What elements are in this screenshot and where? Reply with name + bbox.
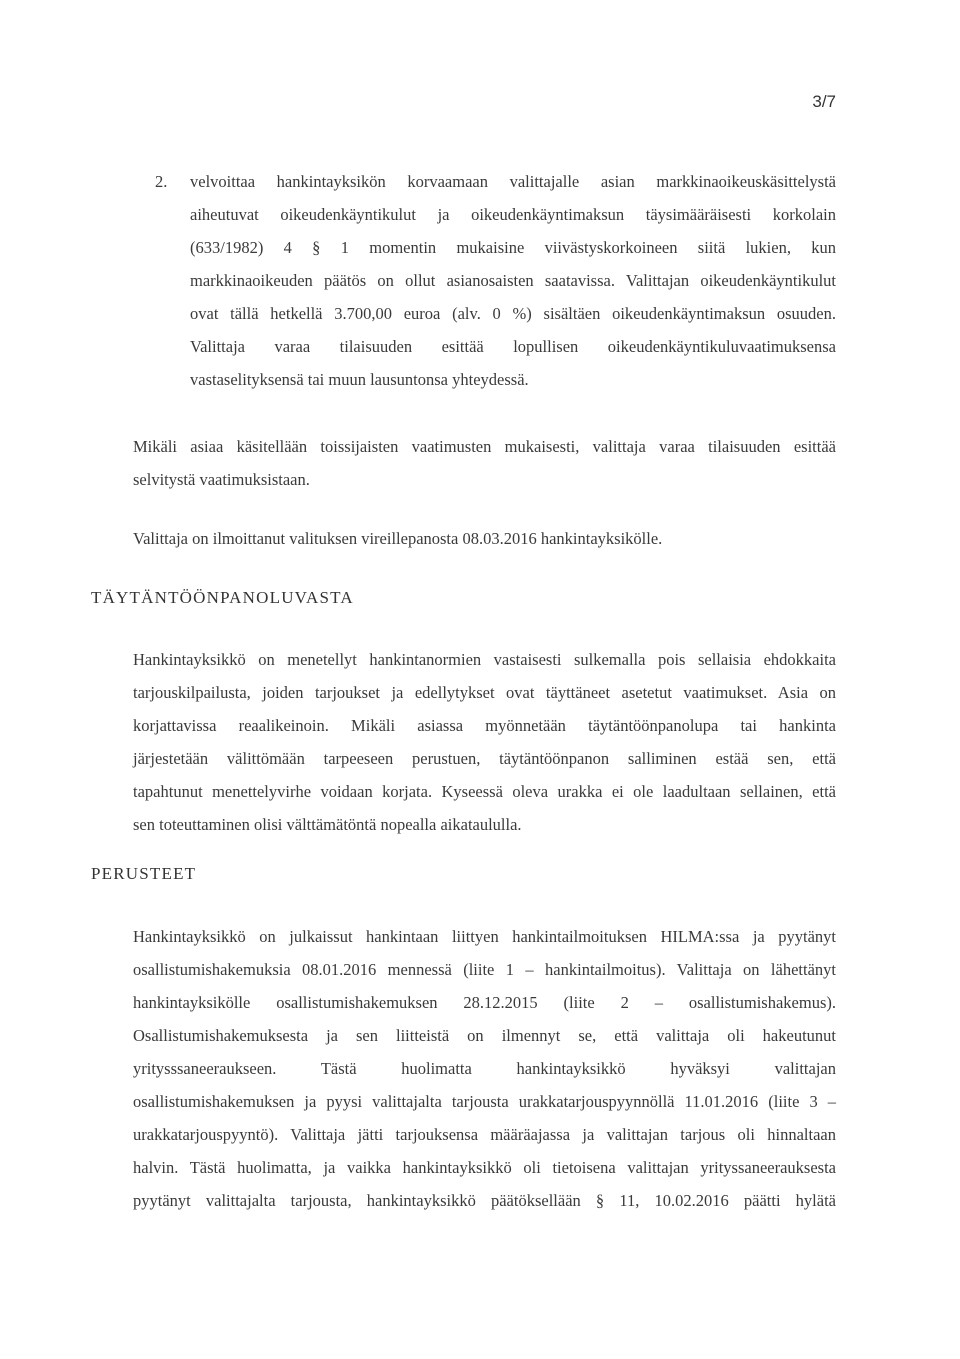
text-line: markkinaoikeuden päätös on ollut asianosaisten saatavissa. Valittajan oikeudenkäyntikulut (190, 271, 836, 290)
text-line: velvoittaa hankintayksikön korvaamaan valittajalle asian markkinaoikeuskäsittelystä (190, 172, 836, 191)
paragraph-secondary-claims (133, 430, 836, 496)
text-line: tarjouskilpailusta, joiden tarjoukset ja edellytykset ovat täyttäneet asetetut vaatimukset. Asia on (133, 683, 836, 702)
text-line: tapahtunut menettelyvirhe voidaan korjata. Kyseessä oleva urakka ei ole laadultaan sellainen, että (133, 782, 836, 801)
paragraph-grounds (133, 920, 836, 1217)
text-line: Valittaja varaa tilaisuuden esittää lopullisen oikeudenkäyntikuluvaatimuksensa (190, 337, 836, 356)
text-line: järjestetään välittömään tarpeeseen perustuen, täytäntöönpanon salliminen estää sen, että (133, 749, 836, 768)
text-line: hankintayksikölle osallistumishakemuksen 28.12.2015 (liite 2 – osallistumishakemus). (133, 993, 836, 1012)
text-line: Valittaja on ilmoittanut valituksen vireillepanosta 08.03.2016 hankintayksikölle. (133, 529, 663, 548)
text-line: yritysssaneeraukseen. Tästä huolimatta hankintayksikkö hyväksyi valittajan (133, 1059, 836, 1078)
text-line: korjattavissa reaalikeinoin. Mikäli asiassa myönnetään täytäntöönpanolupa tai hankinta (133, 716, 836, 735)
paragraph-enforcement (133, 643, 836, 841)
text-line: aiheutuvat oikeudenkäyntikulut ja oikeudenkäyntimaksun täysimääräisesti korkolain (190, 205, 836, 224)
section-heading-grounds: PERUSTEET (91, 864, 197, 883)
text-line: (633/1982) 4 § 1 momentin mukaisine viivästyskorkoineen siitä lukien, kun (190, 238, 836, 257)
paragraph-notification (133, 522, 836, 555)
text-line: osallistumishakemuksia 08.01.2016 mennessä (liite 1 – hankintailmoitus). Valittaja on lähettänyt (133, 960, 836, 979)
page-number: 3/7 (812, 92, 836, 111)
text-line: halvin. Tästä huolimatta, ja vaikka hankintayksikkö oli tietoisena valittajan yrityssaneerauksesta (133, 1158, 836, 1177)
text-line: vastaselityksensä tai muun lausuntonsa yhteydessä. (190, 370, 529, 389)
text-line: pyytänyt valittajalta tarjousta, hankintayksikkö päätöksellään § 11, 10.02.2016 päätti hylätä (133, 1191, 836, 1210)
section-heading-enforcement: TÄYTÄNTÖÖNPANOLUVASTA (91, 588, 354, 607)
text-line: selvitystä vaatimuksistaan. (133, 470, 310, 489)
text-line: Mikäli asiaa käsitellään toissijaisten vaatimusten mukaisesti, valittaja varaa tilaisuuden esittää (133, 437, 836, 456)
text-line: ovat tällä hetkellä 3.700,00 euroa (alv. 0 %) sisältäen oikeudenkäyntimaksun osuuden. (190, 304, 836, 323)
list-item-number: 2. (155, 172, 168, 191)
text-line: Osallistumishakemuksesta ja sen liitteistä on ilmennyt se, että valittaja oli hakeutunut (133, 1026, 836, 1045)
text-line: urakkatarjouspyyntö). Valittaja jätti tarjouksensa määräajassa ja valittajan tarjous oli hinnaltaan (133, 1125, 836, 1144)
paragraph-claims (190, 165, 836, 396)
text-line: Hankintayksikkö on menetellyt hankintanormien vastaisesti sulkemalla pois sellaisia ehdokkaita (133, 650, 836, 669)
text-line: sen toteuttaminen olisi välttämätöntä nopealla aikataululla. (133, 815, 522, 834)
text-line: Hankintayksikkö on julkaissut hankintaan liittyen hankintailmoituksen HILMA:ssa ja pyytänyt (133, 927, 836, 946)
text-line: osallistumishakemuksen ja pyysi valittajalta tarjousta urakkatarjouspyynnöllä 11.01.2016 (liite 3 – (133, 1092, 836, 1111)
